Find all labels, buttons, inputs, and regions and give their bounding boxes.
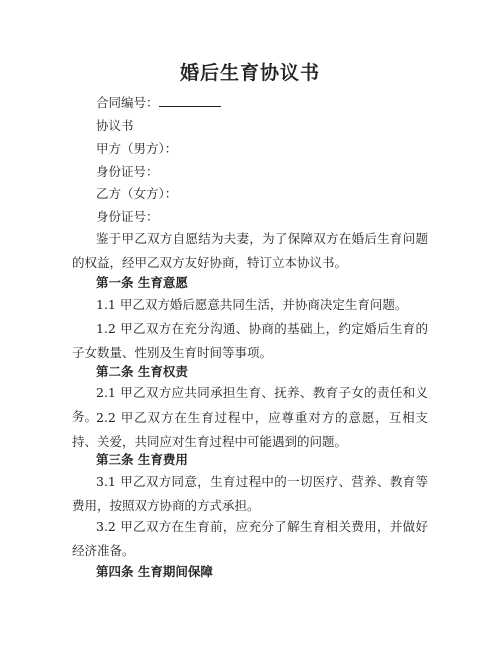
contract-number-blank [159,94,221,107]
clause-paragraph: 3.1 甲乙双方同意，生育过程中的一切医疗、营养、教育等费用，按照双方协商的方式承担。 [72,474,428,513]
doc-name: 协议书 [96,118,134,133]
clause-paragraph: 3.2 甲乙双方在生育前，应充分了解生育相关费用，并做好经济准备。 [72,519,428,558]
preamble-paragraph: 鉴于甲乙双方自愿结为夫妻，为了保障双方在婚后生育问题的权益，经甲乙双方友好协商，特订立本协议书。 [72,231,428,270]
clause-paragraph: 2.1 甲乙双方应共同承担生育、抚养、教育子女的责任和义务。 [72,385,428,424]
party-b-id-label: 身份证号： [96,209,159,224]
document-title: 婚后生育协议书 [179,62,320,84]
clause-paragraph: 1.1 甲乙双方婚后愿意共同生活，并协商决定生育问题。 [96,297,408,312]
party-a-id-label: 身份证号： [96,164,159,179]
party-b-label: 乙方（女方）： [96,186,178,201]
contract-number-label: 合同编号： [96,95,159,110]
clause-paragraph: 1.2 甲乙双方在充分沟通、协商的基础上，约定婚后生育的子女数量、性别及生育时间等事项。 [72,321,428,360]
section-heading: 第一条 生育意愿 [96,275,188,290]
contract-number-line [96,94,221,111]
section-heading: 第四条 生育期间保障 [96,564,213,579]
section-heading: 第二条 生育权责 [96,364,188,379]
party-a-label: 甲方（男方）： [96,141,178,156]
clause-paragraph: 2.2 甲乙双方在生育过程中，应尊重对方的意愿，互相支持、关爱，共同应对生育过程中可能遇到的问题。 [72,410,428,449]
section-heading: 第三条 生育费用 [96,452,188,467]
